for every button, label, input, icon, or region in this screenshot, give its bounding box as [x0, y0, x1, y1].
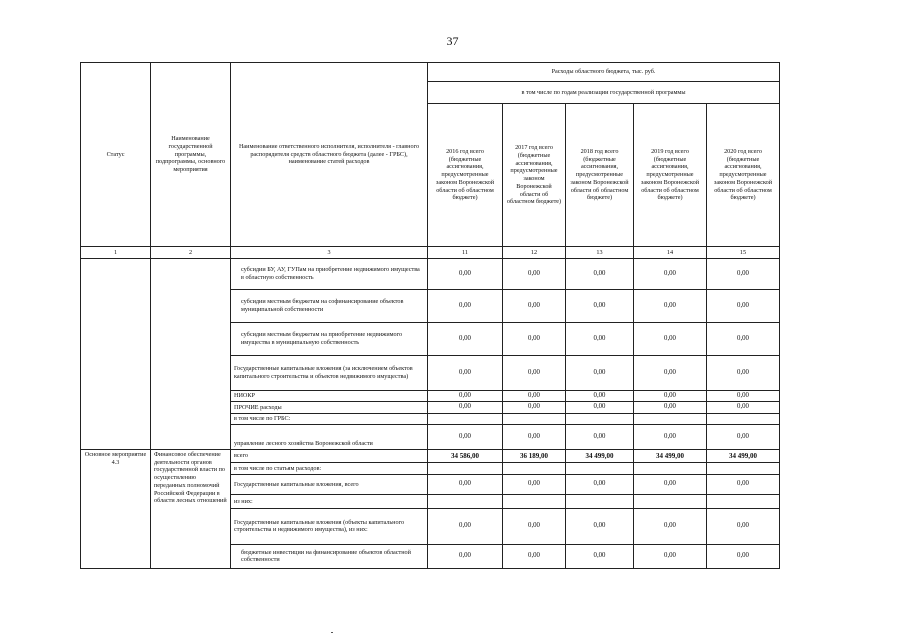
col-number: 14: [634, 247, 707, 259]
event-total-value: 34 499,00: [566, 449, 634, 462]
row-label: управление лесного хозяйства Воронежской области: [231, 424, 428, 449]
event-row-value: 0,00: [428, 544, 503, 568]
event-row-value: 0,00: [503, 508, 566, 544]
row-label: субсидии местным бюджетам на софинансирование объектов муниципальной собственности: [231, 290, 428, 323]
event-status: Основное мероприятие 4.3: [81, 449, 151, 568]
event-row-value: 0,00: [503, 474, 566, 494]
event-row-value: 0,00: [566, 544, 634, 568]
event-row-value: [566, 494, 634, 508]
event-row-value: [707, 494, 780, 508]
budget-table: [80, 62, 780, 569]
header-year-2017: 2017 год всего (бюджетные ассигнования, предусмотренные законом Воронежской области об областном бюджете): [503, 104, 566, 247]
row-value: 0,00: [707, 424, 780, 449]
row-value: 0,00: [566, 391, 634, 402]
event-row-value: 0,00: [707, 544, 780, 568]
row-value: 0,00: [634, 290, 707, 323]
col-number: 12: [503, 247, 566, 259]
row-value: 0,00: [503, 323, 566, 356]
event-row-label: Государственные капитальные вложения, всего: [231, 474, 428, 494]
row-value: 0,00: [566, 356, 634, 391]
row-value: 0,00: [428, 323, 503, 356]
row-value: 0,00: [634, 259, 707, 290]
row-value: 0,00: [566, 290, 634, 323]
event-row-label: в том числе по статьям расходов:: [231, 462, 428, 474]
row-value: [503, 413, 566, 424]
event-total-value: 34 499,00: [707, 449, 780, 462]
row-label: ПРОЧИЕ расходы: [231, 402, 428, 413]
event-total-value: 34 586,00: [428, 449, 503, 462]
row-value: 0,00: [428, 259, 503, 290]
header-expenses: Расходы областного бюджета, тыс. руб.: [428, 63, 780, 82]
event-row-value: [428, 494, 503, 508]
row-value: 0,00: [566, 402, 634, 413]
header-year-2016: 2016 год всего (бюджетные ассигнования, предусмотренные законом Воронежской области об областном бюджете): [428, 104, 503, 247]
header-year-2020: 2020 год всего (бюджетные ассигнования, предусмотренные законом Воронежской области об областном бюджете): [707, 104, 780, 247]
row-value: 0,00: [707, 402, 780, 413]
row-value: 0,00: [503, 391, 566, 402]
header-by-years: в том числе по годам реализации государственной программы: [428, 82, 780, 104]
event-row-value: 0,00: [707, 474, 780, 494]
header-year-2018: 2018 год всего (бюджетные ассигнования, предусмотренные законом Воронежской области об областном бюджете): [566, 104, 634, 247]
event-row-label: бюджетные инвестиции на финансирование объектов областной собственности: [231, 544, 428, 568]
row-value: 0,00: [566, 259, 634, 290]
event-row-value: 0,00: [634, 474, 707, 494]
row-label: НИОКР: [231, 391, 428, 402]
row-value: 0,00: [707, 356, 780, 391]
row-value: 0,00: [634, 323, 707, 356]
event-row-value: 0,00: [503, 544, 566, 568]
row-value: [707, 413, 780, 424]
row-value: 0,00: [634, 424, 707, 449]
event-row-value: 0,00: [634, 508, 707, 544]
row-value: 0,00: [503, 290, 566, 323]
row-value: 0,00: [707, 323, 780, 356]
row-value: 0,00: [707, 259, 780, 290]
event-row-value: [707, 462, 780, 474]
event-total-value: 36 189,00: [503, 449, 566, 462]
col-number: 13: [566, 247, 634, 259]
header-status: Статус: [81, 63, 151, 247]
row-label: в том числе по ГРБС:: [231, 413, 428, 424]
col-number: 15: [707, 247, 780, 259]
row-label: субсидии местным бюджетам на приобретение недвижимого имущества в муниципальную собственность: [231, 323, 428, 356]
row-value: 0,00: [707, 391, 780, 402]
event-row-value: 0,00: [566, 508, 634, 544]
header-executor: Наименование ответственного исполнителя, исполнителя - главного распорядителя средств областного бюджета (далее - ГРБС), наименование статей расходов: [231, 63, 428, 247]
col-number: 11: [428, 247, 503, 259]
row-label: Государственные капитальные вложения (за исключением объектов капитального строительства и объектов недвижимого имущества): [231, 356, 428, 391]
row-value: 0,00: [707, 290, 780, 323]
event-row-value: [428, 462, 503, 474]
row-value: 0,00: [634, 391, 707, 402]
row-value: 0,00: [428, 424, 503, 449]
header-program-name: Наименование государственной программы, подпрограммы, основного мероприятия: [151, 63, 231, 247]
event-row-label: из них:: [231, 494, 428, 508]
row-value: 0,00: [503, 259, 566, 290]
row-value: [634, 413, 707, 424]
row-value: 0,00: [428, 402, 503, 413]
row-value: [428, 413, 503, 424]
header-year-2019: 2019 год всего (бюджетные ассигнования, предусмотренные законом Воронежской области об областном бюджете): [634, 104, 707, 247]
event-row-value: [634, 494, 707, 508]
event-row-label: Государственные капитальные вложения (объекты капитального строительства и недвижимого имущества), из них:: [231, 508, 428, 544]
row-value: 0,00: [503, 424, 566, 449]
event-row-value: [503, 494, 566, 508]
row-value: 0,00: [503, 402, 566, 413]
event-row-value: 0,00: [428, 474, 503, 494]
event-row-value: 0,00: [707, 508, 780, 544]
event-row-value: 0,00: [566, 474, 634, 494]
event-row-value: 0,00: [428, 508, 503, 544]
col-number: 3: [231, 247, 428, 259]
row-value: 0,00: [503, 356, 566, 391]
event-row-value: 0,00: [634, 544, 707, 568]
scan-mark: [331, 632, 333, 633]
event-total-value: 34 499,00: [634, 449, 707, 462]
status-cell-empty: [81, 259, 151, 450]
event-row-label: всего: [231, 449, 428, 462]
event-row-value: [566, 462, 634, 474]
col-number: 1: [81, 247, 151, 259]
page-number: 37: [446, 34, 459, 48]
row-value: 0,00: [634, 402, 707, 413]
event-name: Финансовое обеспечение деятельности органов государственной власти по осуществлению переданных полномочий Российской Федерации в области лесных отношений: [151, 449, 231, 568]
col-number: 2: [151, 247, 231, 259]
row-value: 0,00: [428, 391, 503, 402]
row-value: 0,00: [634, 356, 707, 391]
event-row-value: [634, 462, 707, 474]
program-cell-empty: [151, 259, 231, 450]
event-row-value: [503, 462, 566, 474]
row-value: 0,00: [428, 290, 503, 323]
row-value: 0,00: [566, 323, 634, 356]
row-value: 0,00: [428, 356, 503, 391]
row-value: [566, 413, 634, 424]
row-value: 0,00: [566, 424, 634, 449]
row-label: субсидии БУ, АУ, ГУПам на приобретение недвижимого имущества в областную собственность: [231, 259, 428, 290]
